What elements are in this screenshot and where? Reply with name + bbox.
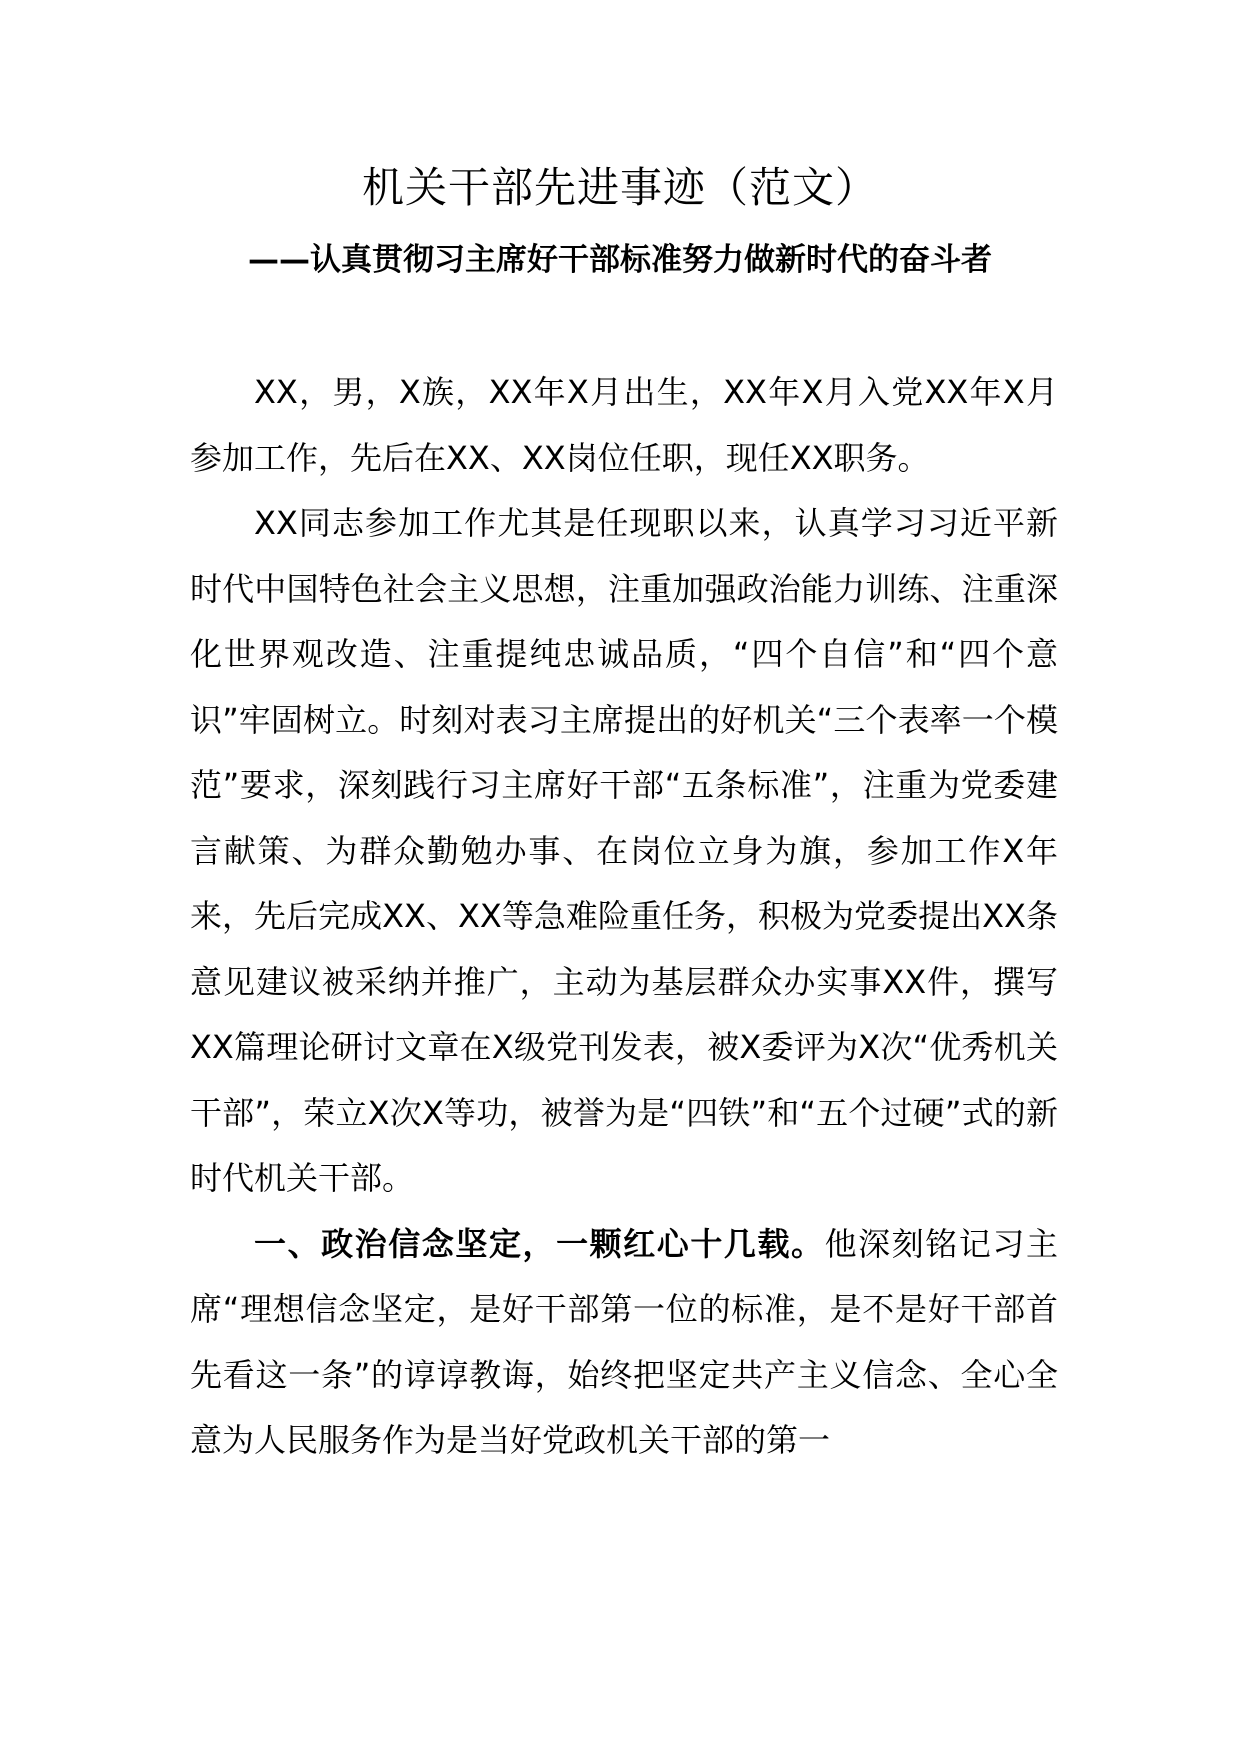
paragraph-text: XX同志参加工作尤其是任现职以来，认真学习习近平新时代中国特色社会主义思想，注重加强政治能力训练、注重深化世界观改造、注重提纯忠诚品质，“四个自信”和“四个意识”牢固树立。时刻对表习主席提出的好机关“三个表率一个模范”要求，深刻践行习主席好干部“五条标准”，注重为党委建言献策、为群众勤勉办事、在岗位立身为旗，参加工作X年来，先后完成XX、XX等急难险重任务，积极为党委提出XX条意见建议被采纳并推广，主动为基层群众办实事XX件，撰写XX篇理论研讨文章在X级党刊发表，被X委评为X次“优秀机关干部”，荣立X次X等功，被誉为是“四铁”和“五个过硬”式的新时代机关干部。 bbox=[190, 504, 1058, 1197]
paragraph-personal-info bbox=[190, 360, 1058, 491]
document-subtitle: ——认真贯彻习主席好干部标准努力做新时代的奋斗者 bbox=[248, 242, 992, 278]
paragraph-text: XX，男，X族，XX年X月出生，XX年X月入党XX年X月参加工作，先后在XX、XX岗位任职，现任XX职务。 bbox=[190, 373, 1058, 477]
paragraph-section-one bbox=[190, 1212, 1058, 1474]
paragraph-summary bbox=[190, 491, 1058, 1212]
document-title: 机关干部先进事迹（范文） bbox=[361, 163, 878, 212]
paragraph-text: 他深刻铭记习主席“理想信念坚定，是好干部第一位的标准，是不是好干部首先看这一条”的谆谆教诲，始终把坚定共产主义信念、全心全意为人民服务作为是当好党政机关干部的第一 bbox=[190, 1224, 1058, 1459]
section-heading: 一、政治信念坚定，一颗红心十几载。 bbox=[254, 1224, 825, 1263]
document-body bbox=[190, 360, 1058, 1474]
